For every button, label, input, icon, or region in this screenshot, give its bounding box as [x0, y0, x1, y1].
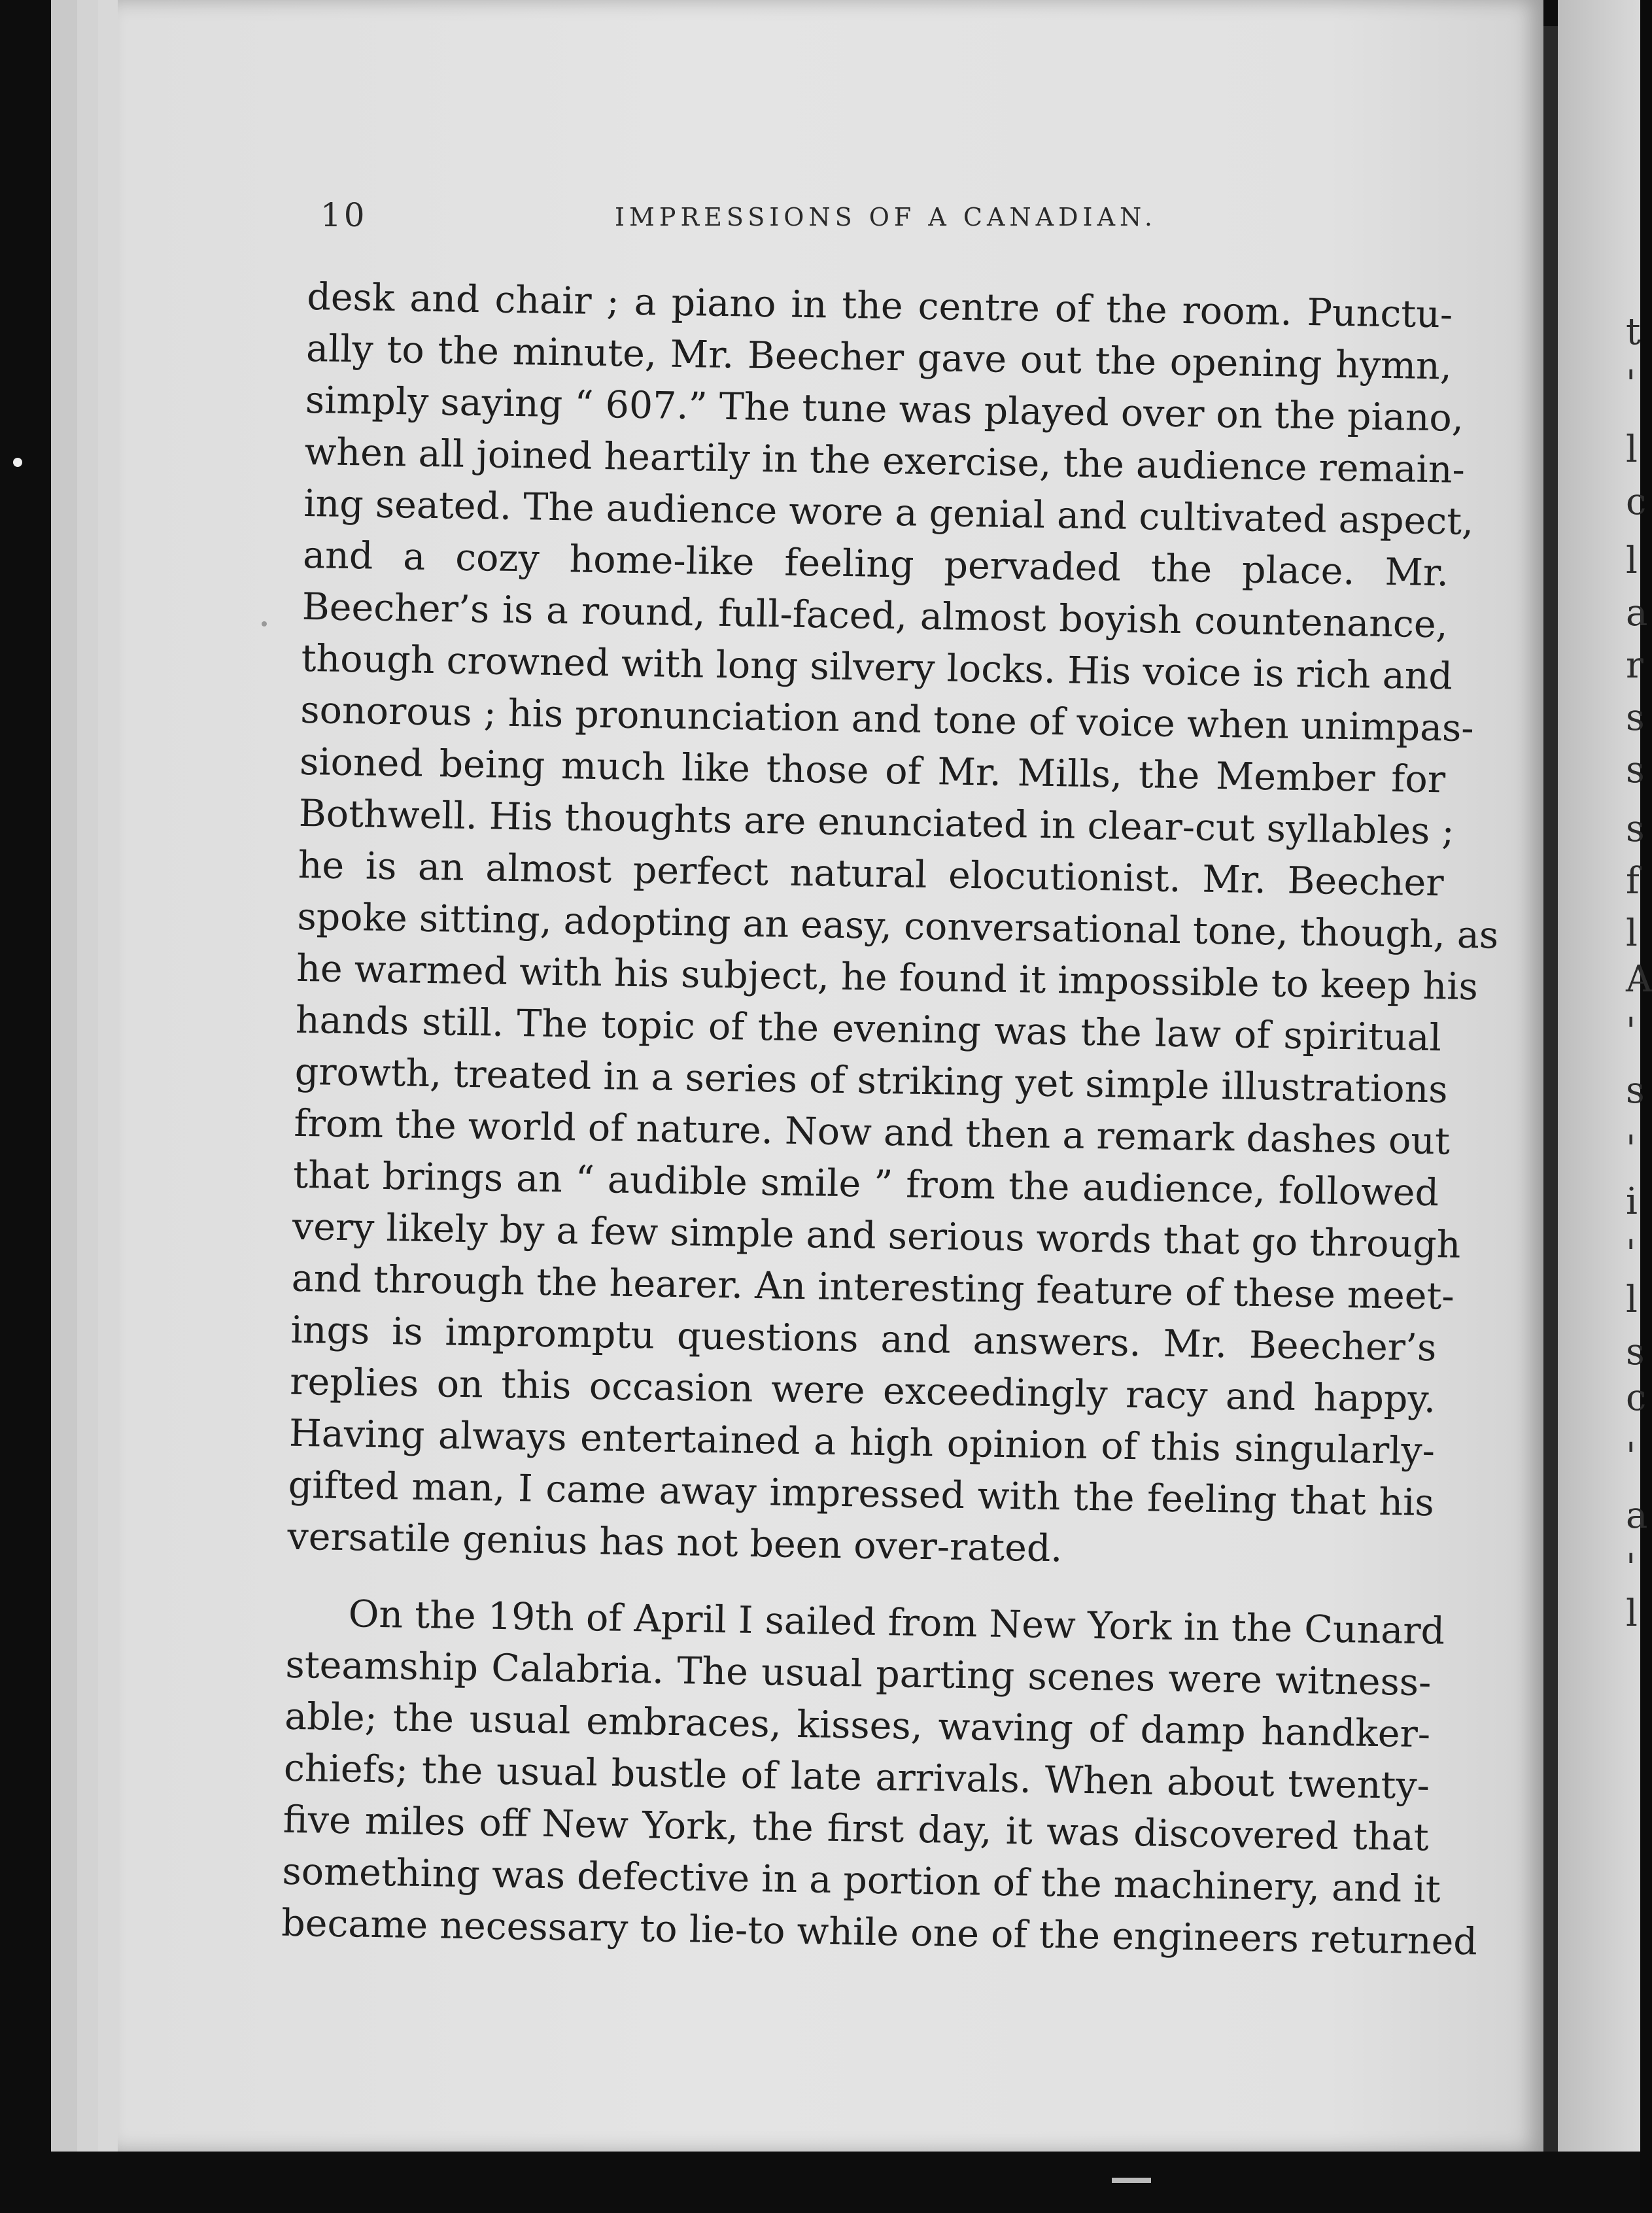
- facing-page-fragment: l: [1626, 1278, 1638, 1321]
- facing-page-fragment: l: [1626, 1592, 1638, 1635]
- facing-page-fragment: r: [1626, 644, 1643, 687]
- text-line: ing seated. The audience wore a genial and cultivated aspect,: [303, 481, 1474, 544]
- text-line: spoke sitting, adopting an easy, conversational tone, though, as: [296, 895, 1499, 957]
- book-gutter: [1543, 26, 1558, 2152]
- text-line: he is an almost perfect natural elocutionist. Mr. Beecher: [298, 843, 1445, 905]
- text-line: when all joined heartily in the exercise, the audience remain-: [304, 430, 1466, 492]
- text-line: steamship Calabria. The usual parting scenes were witness-: [285, 1643, 1432, 1705]
- text-line: five miles off New York, the first day, it was discovered that: [283, 1798, 1430, 1860]
- facing-page-fragment: t: [1626, 311, 1641, 353]
- text-line: became necessary to lie-to while one of the engineers returned: [281, 1901, 1478, 1964]
- text-line: Having always entertained a high opinion of this singularly-: [288, 1411, 1436, 1473]
- page-number: 10: [320, 196, 368, 234]
- facing-page-fragment: s: [1626, 1069, 1645, 1112]
- text-line: On the 19th of April I sailed from New York in the Cunard: [348, 1592, 1445, 1653]
- text-line: chiefs; the usual bustle of late arrivals. When about twenty-: [283, 1746, 1430, 1808]
- facing-page-fragment: c: [1626, 1377, 1647, 1419]
- facing-page-fragment: ': [1626, 1233, 1636, 1275]
- facing-page-fragment: s: [1626, 749, 1645, 791]
- text-line: replies on this occasion were exceedingly racy and happy.: [289, 1360, 1436, 1422]
- facing-page-fragment: ': [1626, 1010, 1636, 1053]
- facing-page-fragment: A: [1626, 958, 1652, 1001]
- facing-page-fragment: l: [1626, 540, 1638, 582]
- text-line: though crowned with long silvery locks. His voice is rich and: [301, 636, 1453, 698]
- text-line: gifted man, I came away impressed with the feeling that his: [288, 1463, 1435, 1525]
- paragraph: [287, 271, 1499, 1581]
- facing-page-fragment: s: [1626, 1331, 1645, 1373]
- running-head: IMPRESSIONS OF A CANADIAN.: [615, 203, 1157, 232]
- paragraph: [281, 1588, 1478, 1967]
- facing-page-fragment: ': [1626, 1128, 1636, 1171]
- text-line: sioned being much like those of Mr. Mills, the Member for: [299, 740, 1446, 802]
- scan-speck: [13, 458, 22, 467]
- facing-page-fragment: ': [1626, 363, 1636, 405]
- facing-page-edge: [1558, 0, 1652, 2152]
- text-line: very likely by a few simple and serious words that go through: [292, 1205, 1461, 1267]
- scan-mark: [1112, 2178, 1151, 2183]
- body-text: [281, 271, 1499, 1967]
- text-line: he warmed with his subject, he found it impossible to keep his: [296, 946, 1479, 1009]
- facing-page-fragment: s: [1626, 696, 1645, 739]
- text-line: something was defective in a portion of the machinery, and it: [282, 1849, 1441, 1912]
- text-line: simply saying “ 607.” The tune was played over on the piano,: [305, 378, 1464, 440]
- text-line: from the world of nature. Now and then a remark dashes out: [294, 1101, 1451, 1163]
- facing-page-fragment: c: [1626, 481, 1647, 523]
- facing-page-fragment: a: [1626, 1494, 1648, 1537]
- text-line: ally to the minute, Mr. Beecher gave out the opening hymn,: [305, 326, 1453, 388]
- facing-page-fragment: ': [1626, 1547, 1636, 1589]
- text-line: hands still. The topic of the evening was the law of spiritual: [295, 998, 1442, 1060]
- facing-page-fragment: l: [1626, 912, 1638, 955]
- text-line: and through the hearer. An interesting feature of these meet-: [291, 1256, 1455, 1318]
- text-line: sonorous ; his pronunciation and tone of voice when unimpas-: [300, 688, 1475, 751]
- facing-page-fragment: ': [1626, 1435, 1636, 1478]
- text-line: versatile genius has not been over-rated.: [287, 1515, 1063, 1571]
- text-line: ings is impromptu questions and answers. Mr. Beecher’s: [290, 1308, 1437, 1370]
- facing-page-fragment: f: [1626, 860, 1640, 902]
- text-line: and a cozy home-like feeling pervaded the place. Mr.: [302, 533, 1449, 595]
- text-line: Bothwell. His thoughts are enunciated in clear-cut syllables ;: [298, 791, 1455, 853]
- text-line: Beecher’s is a round, full-faced, almost boyish countenance,: [301, 585, 1449, 647]
- page-header: [320, 196, 1432, 249]
- text-line: growth, treated in a series of striking yet simple illustrations: [294, 1050, 1449, 1112]
- facing-page-fragment: a: [1626, 592, 1648, 634]
- facing-page-fragment: s: [1626, 808, 1645, 850]
- scan-speck: [262, 621, 267, 626]
- text-line: able; the usual embraces, kisses, waving of damp handker-: [284, 1694, 1431, 1757]
- facing-page-fragment: i: [1626, 1180, 1638, 1223]
- facing-page-fragment: l: [1626, 428, 1638, 471]
- text-line: that brings an “ audible smile ” from the audience, followed: [292, 1153, 1439, 1215]
- text-line: desk and chair ; a piano in the centre of the room. Punctu-: [306, 275, 1453, 337]
